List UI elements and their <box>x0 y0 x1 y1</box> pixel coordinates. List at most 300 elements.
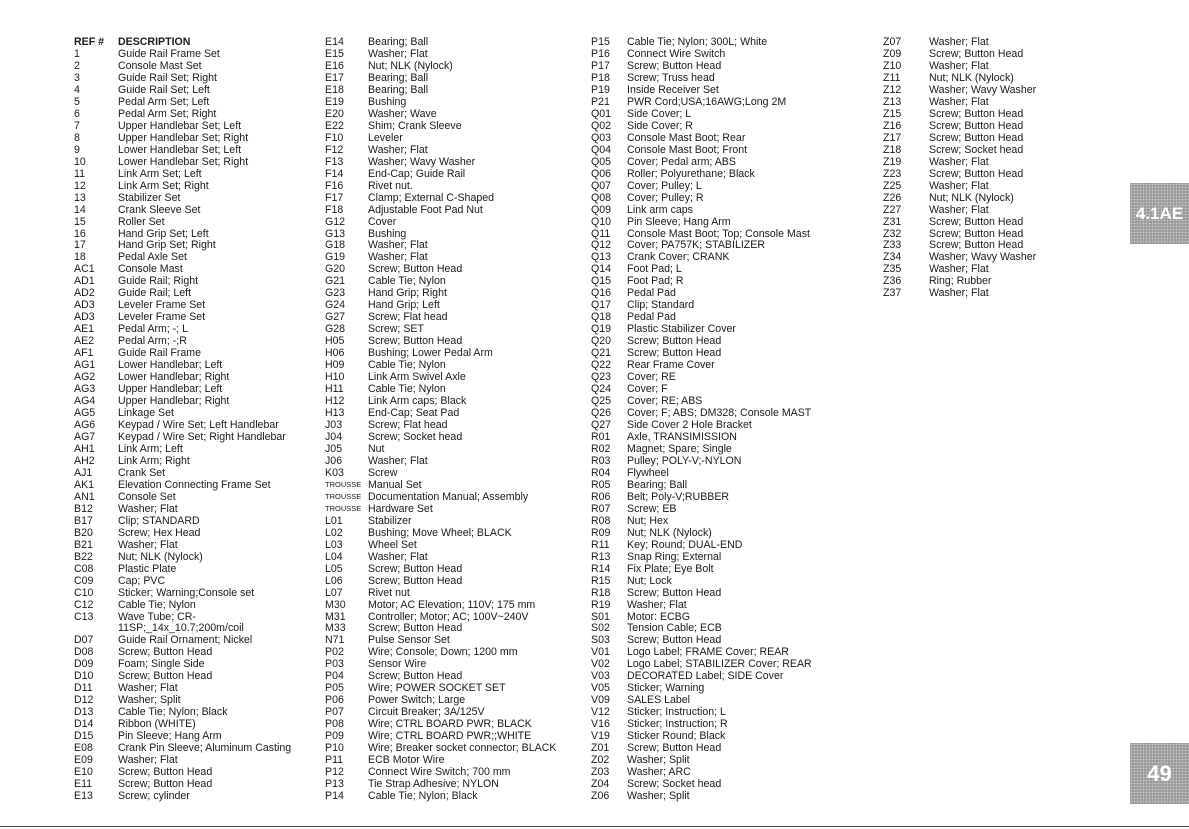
part-description: Motor: ECBG <box>627 610 690 623</box>
ref-number: Q18 <box>591 311 612 324</box>
parts-row <box>591 347 812 359</box>
parts-row <box>591 455 812 467</box>
ref-number: H09 <box>325 359 345 372</box>
parts-row <box>325 646 556 658</box>
parts-row <box>74 575 291 587</box>
ref-number: P07 <box>325 706 344 719</box>
ref-header: REF # <box>74 36 105 48</box>
parts-row <box>325 263 556 275</box>
parts-row <box>883 60 1036 72</box>
parts-row <box>325 467 556 479</box>
parts-row <box>74 287 291 299</box>
parts-row <box>591 718 812 730</box>
part-description: Cover; RE; ABS <box>627 395 703 408</box>
ref-number: L05 <box>325 562 343 575</box>
part-description: Console Mast Boot; Top; Console Mast <box>627 227 810 240</box>
ref-number: Z17 <box>883 131 902 144</box>
ref-number: Q17 <box>591 299 612 312</box>
part-description: Pin Sleeve; Hang Arm <box>627 215 731 228</box>
parts-row <box>325 527 556 539</box>
parts-row <box>325 563 556 575</box>
parts-row <box>325 311 556 323</box>
ref-number: Z16 <box>883 119 902 132</box>
part-description: Washer; Flat <box>118 682 178 695</box>
parts-row <box>591 228 812 240</box>
ref-number: Q26 <box>591 407 612 420</box>
part-description: Screw; Socket head <box>627 778 722 791</box>
ref-number: P06 <box>325 694 344 707</box>
part-description: Hand Grip; Left <box>368 299 440 312</box>
ref-number: AG7 <box>74 430 96 443</box>
parts-row <box>325 443 556 455</box>
ref-number: B20 <box>74 526 93 539</box>
ref-number: AK1 <box>74 478 95 491</box>
ref-number: Z11 <box>883 71 901 84</box>
ref-number: R01 <box>591 430 611 443</box>
part-description: Roller; Polyurethane; Black <box>627 167 755 180</box>
ref-number: Z37 <box>883 287 902 300</box>
parts-row <box>325 239 556 251</box>
parts-row <box>591 60 812 72</box>
part-description: Hardware Set <box>368 502 433 515</box>
part-description: Washer; Flat <box>929 155 989 168</box>
ref-number: L07 <box>325 586 343 599</box>
parts-row <box>74 503 291 515</box>
parts-row <box>591 72 812 84</box>
parts-row <box>591 96 812 108</box>
part-description: Guide Rail Set; Left <box>118 83 210 96</box>
parts-row <box>325 299 556 311</box>
ref-number: R04 <box>591 466 611 479</box>
parts-row <box>74 694 291 706</box>
parts-row <box>325 120 556 132</box>
part-description: Controller; Motor; AC; 100V~240V <box>368 610 529 623</box>
ref-number: C09 <box>74 574 94 587</box>
ref-number: P10 <box>325 742 344 755</box>
parts-row <box>325 778 556 790</box>
ref-number: AF1 <box>74 347 94 360</box>
part-description: Crank Sleeve Set <box>118 203 201 216</box>
parts-row <box>74 778 291 790</box>
parts-row <box>74 299 291 311</box>
ref-number: F18 <box>325 203 344 216</box>
parts-row <box>325 551 556 563</box>
parts-row <box>74 431 291 443</box>
part-description: Washer; Wavy Washer <box>929 83 1037 96</box>
ref-number: AG3 <box>74 383 96 396</box>
ref-number: Z26 <box>883 191 902 204</box>
part-description: Screw; Button Head <box>627 742 722 755</box>
parts-row <box>74 455 291 467</box>
ref-number: F17 <box>325 191 344 204</box>
ref-number: E11 <box>74 778 93 791</box>
parts-row <box>74 551 291 563</box>
part-description: Cover; F <box>627 383 668 396</box>
ref-number: N71 <box>325 634 345 647</box>
part-description: Rivet nut <box>368 586 410 599</box>
part-description: Foot Pad; L <box>627 263 682 276</box>
parts-row <box>325 275 556 287</box>
parts-row <box>74 587 291 599</box>
ref-number: D15 <box>74 730 94 743</box>
ref-number: Q03 <box>591 131 612 144</box>
part-description: Pedal Arm; -; L <box>118 323 189 336</box>
ref-number: Z15 <box>883 107 902 120</box>
parts-row <box>325 479 556 491</box>
ref-number: Q24 <box>591 383 612 396</box>
ref-number: Z32 <box>883 227 902 240</box>
ref-number: R11 <box>591 538 610 551</box>
ref-number: 11 <box>74 167 85 180</box>
parts-row <box>325 72 556 84</box>
ref-number: G28 <box>325 323 346 336</box>
bottom-rule <box>0 826 1189 827</box>
ref-number: M30 <box>325 598 346 611</box>
part-description: Lower Handlebar; Left <box>118 359 223 372</box>
part-description: Wheel Set <box>368 538 417 551</box>
parts-row <box>591 168 812 180</box>
part-description: Bushing <box>368 95 407 108</box>
part-description: Inside Receiver Set <box>627 83 719 96</box>
ref-number: P09 <box>325 730 344 743</box>
ref-number: V12 <box>591 706 610 719</box>
ref-number: J06 <box>325 454 343 467</box>
part-description: Washer; Flat <box>118 538 178 551</box>
parts-row <box>74 634 291 646</box>
parts-row <box>325 335 556 347</box>
part-description: Sticker Round; Black <box>627 730 726 743</box>
ref-number: Q09 <box>591 203 612 216</box>
part-description: Cable Tie; Nylon; 300L; White <box>627 36 768 48</box>
ref-number: 14 <box>74 203 86 216</box>
parts-row <box>883 263 1036 275</box>
part-description: Cover; PA757K; STABILIZER <box>627 239 765 252</box>
part-description: Sticker; Instruction; R <box>627 718 728 731</box>
part-description: Leveler Frame Set <box>118 311 206 324</box>
part-description: Cover; Pulley; R <box>627 191 704 204</box>
ref-number: Q16 <box>591 287 612 300</box>
parts-row <box>883 275 1036 287</box>
parts-row <box>74 335 291 347</box>
ref-number: E16 <box>325 59 344 72</box>
parts-row <box>74 491 291 503</box>
part-description: Rear Frame Cover <box>627 359 715 372</box>
parts-row <box>325 132 556 144</box>
part-description: Plastic Plate <box>118 562 177 575</box>
ref-number: P12 <box>325 766 344 779</box>
parts-row <box>591 646 812 658</box>
ref-number: P03 <box>325 658 344 671</box>
part-description: Screw; Button Head <box>929 239 1024 252</box>
parts-row <box>325 742 556 754</box>
part-description: Clip; STANDARD <box>118 514 200 527</box>
ref-number: D09 <box>74 658 94 671</box>
ref-number: Z09 <box>883 47 902 60</box>
part-description: Washer; Split <box>627 754 690 767</box>
ref-number: E15 <box>325 47 344 60</box>
ref-number: Q12 <box>591 239 612 252</box>
parts-row <box>74 383 291 395</box>
ref-number: Q02 <box>591 119 612 132</box>
section-tab <box>1130 183 1189 244</box>
parts-row <box>325 216 556 228</box>
part-description: Connect Wire Switch; 700 mm <box>368 766 511 779</box>
ref-number: V09 <box>591 694 610 707</box>
parts-row <box>883 156 1036 168</box>
parts-row <box>325 156 556 168</box>
part-description: Upper Handlebar Set; Right <box>118 131 249 144</box>
ref-number: L01 <box>325 514 343 527</box>
ref-number: B12 <box>74 502 93 515</box>
part-description: Bearing; Ball <box>368 36 429 48</box>
parts-row <box>325 515 556 527</box>
part-description: Washer; Flat <box>368 454 428 467</box>
parts-row <box>325 395 556 407</box>
ref-number: Q04 <box>591 143 612 156</box>
part-description: Upper Handlebar; Right <box>118 395 230 408</box>
parts-row <box>325 108 556 120</box>
part-description: Washer; Flat <box>368 143 428 156</box>
parts-row <box>591 766 812 778</box>
parts-row <box>325 96 556 108</box>
part-description: Bearing; Ball <box>368 71 429 84</box>
part-description: Washer; Flat <box>118 502 178 515</box>
ref-number: B17 <box>74 514 93 527</box>
part-description: Screw; Socket head <box>929 143 1024 156</box>
parts-row <box>591 383 812 395</box>
ref-number: Q10 <box>591 215 612 228</box>
ref-number: Z02 <box>591 754 610 767</box>
ref-number: Q15 <box>591 275 612 288</box>
part-description: Leveler Frame Set <box>118 299 206 312</box>
ref-number: Q19 <box>591 323 612 336</box>
parts-row <box>591 359 812 371</box>
part-description: Crank Set <box>118 466 166 479</box>
parts-row <box>325 359 556 371</box>
part-description: Keypad / Wire Set; Left Handlebar <box>118 419 279 431</box>
parts-row <box>74 515 291 527</box>
part-description: Nut; NLK (Nylock) <box>929 191 1014 204</box>
part-description: Screw; Button Head <box>929 107 1024 120</box>
parts-row <box>591 658 812 670</box>
ref-number: AD3 <box>74 299 95 312</box>
part-description: Rivet nut. <box>368 179 413 192</box>
ref-number: R09 <box>591 526 611 539</box>
parts-row <box>883 108 1036 120</box>
parts-row <box>591 754 812 766</box>
part-description: Pin Sleeve; Hang Arm <box>118 730 222 743</box>
page-number-tab <box>1130 743 1189 804</box>
part-description: Pedal Arm Set; Left <box>118 95 210 108</box>
ref-number: Q25 <box>591 395 612 408</box>
ref-number: 10 <box>74 155 86 168</box>
parts-row <box>74 180 291 192</box>
part-description: Wire; Console; Down; 1200 mm <box>368 646 518 659</box>
part-description: Washer; Flat <box>368 550 428 563</box>
part-description: Wire; Breaker socket connector; BLACK <box>368 742 557 755</box>
part-description: Tie Strap Adhesive; NYLON <box>368 778 499 791</box>
part-description: Cable Tie; Nylon; Black <box>368 790 478 803</box>
parts-row <box>591 563 812 575</box>
parts-row <box>591 706 812 718</box>
part-description: Screw; Button Head <box>118 670 213 683</box>
part-description: 11SP;_14x_10.7;200m/coil <box>118 622 244 635</box>
parts-row <box>325 251 556 263</box>
part-description: Side Cover 2 Hole Bracket <box>627 419 752 431</box>
part-description: Fix Plate; Eye Bolt <box>627 562 714 575</box>
parts-row <box>591 730 812 742</box>
ref-number: H11 <box>325 383 344 396</box>
part-description: Washer; Flat <box>929 36 989 48</box>
part-description: Cable Tie; Nylon <box>368 359 446 372</box>
parts-row <box>591 599 812 611</box>
parts-row <box>74 622 291 634</box>
part-description: Screw; cylinder <box>118 790 190 803</box>
part-description: Crank Pin Sleeve; Aluminum Casting <box>118 742 292 755</box>
parts-row <box>74 359 291 371</box>
part-description: Screw; SET <box>368 323 424 336</box>
part-description: Pulse Sensor Set <box>368 634 450 647</box>
parts-row <box>325 144 556 156</box>
ref-number: P04 <box>325 670 344 683</box>
parts-row <box>591 108 812 120</box>
part-description: Nut; NLK (Nylock) <box>627 526 712 539</box>
ref-number: Q23 <box>591 371 612 384</box>
parts-row <box>591 539 812 551</box>
parts-row <box>883 144 1036 156</box>
part-description: Ribbon (WHITE) <box>118 718 196 731</box>
part-description: Key; Round; DUAL-END <box>627 538 743 551</box>
part-description: Washer; Flat <box>929 95 989 108</box>
parts-row <box>591 275 812 287</box>
parts-row <box>325 599 556 611</box>
parts-row <box>74 754 291 766</box>
parts-row <box>591 527 812 539</box>
part-description: Link Arm; Right <box>118 454 190 467</box>
ref-number: R14 <box>591 562 611 575</box>
part-description: Snap Ring; External <box>627 550 722 563</box>
part-description: Washer; Wave <box>368 107 437 120</box>
part-description: Roller Set <box>118 215 165 228</box>
parts-row <box>325 84 556 96</box>
parts-row <box>325 455 556 467</box>
part-description: Nut <box>368 442 385 455</box>
part-description: Guide Rail Frame Set <box>118 47 220 60</box>
ref-number: Z07 <box>883 36 902 48</box>
ref-number: Z03 <box>591 766 610 779</box>
ref-number: TROUSSE <box>325 491 362 501</box>
part-description: Screw; Button Head <box>368 670 463 683</box>
parts-row <box>74 239 291 251</box>
ref-number: 6 <box>74 107 80 120</box>
part-description: Power Switch; Large <box>368 694 466 707</box>
part-description: Washer; Split <box>118 694 181 707</box>
ref-number: Z25 <box>883 179 902 192</box>
ref-number: Z04 <box>591 778 610 791</box>
ref-number: 8 <box>74 131 80 144</box>
parts-row <box>591 622 812 634</box>
parts-row <box>325 180 556 192</box>
ref-number: Z35 <box>883 263 902 276</box>
parts-row <box>74 395 291 407</box>
ref-number: P11 <box>325 754 344 767</box>
parts-row <box>74 204 291 216</box>
ref-number: F12 <box>325 143 344 156</box>
parts-row <box>325 539 556 551</box>
ref-number: D11 <box>74 682 93 695</box>
part-description: Flywheel <box>627 466 669 479</box>
parts-row <box>325 371 556 383</box>
parts-row <box>591 467 812 479</box>
parts-row <box>883 239 1036 251</box>
parts-row <box>325 706 556 718</box>
ref-number: 7 <box>74 119 80 132</box>
ref-number: F14 <box>325 167 344 180</box>
part-description: Washer; Split <box>627 790 690 803</box>
parts-row <box>325 48 556 60</box>
parts-row <box>325 730 556 742</box>
ref-number: F10 <box>325 131 344 144</box>
parts-row <box>883 72 1036 84</box>
part-description: Documentation Manual; Assembly <box>368 490 529 503</box>
ref-number: Z27 <box>883 203 902 216</box>
part-description: Nut; NLK (Nylock) <box>118 550 203 563</box>
ref-number: V05 <box>591 682 610 695</box>
part-description: Washer; Flat <box>929 203 989 216</box>
part-description: Axle, TRANSIMISSION <box>627 430 737 443</box>
ref-number: C10 <box>74 586 94 599</box>
ref-number: 18 <box>74 251 86 264</box>
ref-number: G18 <box>325 239 346 252</box>
ref-number: 17 <box>74 239 86 252</box>
parts-row <box>74 84 291 96</box>
parts-row <box>591 790 812 802</box>
parts-row <box>591 299 812 311</box>
ref-number: C08 <box>74 562 94 575</box>
part-description: Screw; Button Head <box>627 347 722 360</box>
part-description: Cable Tie; Nylon <box>368 275 446 288</box>
part-description: Washer; ARC <box>627 766 691 779</box>
part-description: Bushing <box>368 227 407 240</box>
part-description: Foam; Single Side <box>118 658 205 671</box>
part-description: Magnet; Spare; Single <box>627 442 732 455</box>
parts-row <box>883 228 1036 240</box>
ref-number: Q14 <box>591 263 612 276</box>
parts-row <box>74 251 291 263</box>
part-description: Wave Tube; CR- <box>118 610 196 623</box>
part-description: Screw; Button Head <box>929 47 1024 60</box>
ref-number: J05 <box>325 442 343 455</box>
parts-row <box>325 383 556 395</box>
ref-number: AJ1 <box>74 466 93 479</box>
part-description: PWR Cord;USA;16AWG;Long 2M <box>627 95 787 108</box>
part-description: Console Mast Boot; Rear <box>627 131 746 144</box>
part-description: Crank Cover; CRANK <box>627 251 730 264</box>
part-description: Screw; Button Head <box>929 167 1024 180</box>
part-description: Console Set <box>118 490 176 503</box>
ref-number: Q11 <box>591 227 611 240</box>
parts-column-3 <box>591 36 812 802</box>
ref-number: P21 <box>591 95 610 108</box>
parts-row <box>591 491 812 503</box>
part-description: Link Arm Set; Right <box>118 179 209 192</box>
parts-row <box>74 371 291 383</box>
part-description: Washer; Flat <box>929 263 989 276</box>
part-description: Wire; CTRL BOARD PWR;;WHITE <box>368 730 532 743</box>
ref-number: E22 <box>325 119 344 132</box>
part-description: Screw; Socket head <box>368 430 463 443</box>
part-description: Hand Grip Set; Left <box>118 227 209 240</box>
